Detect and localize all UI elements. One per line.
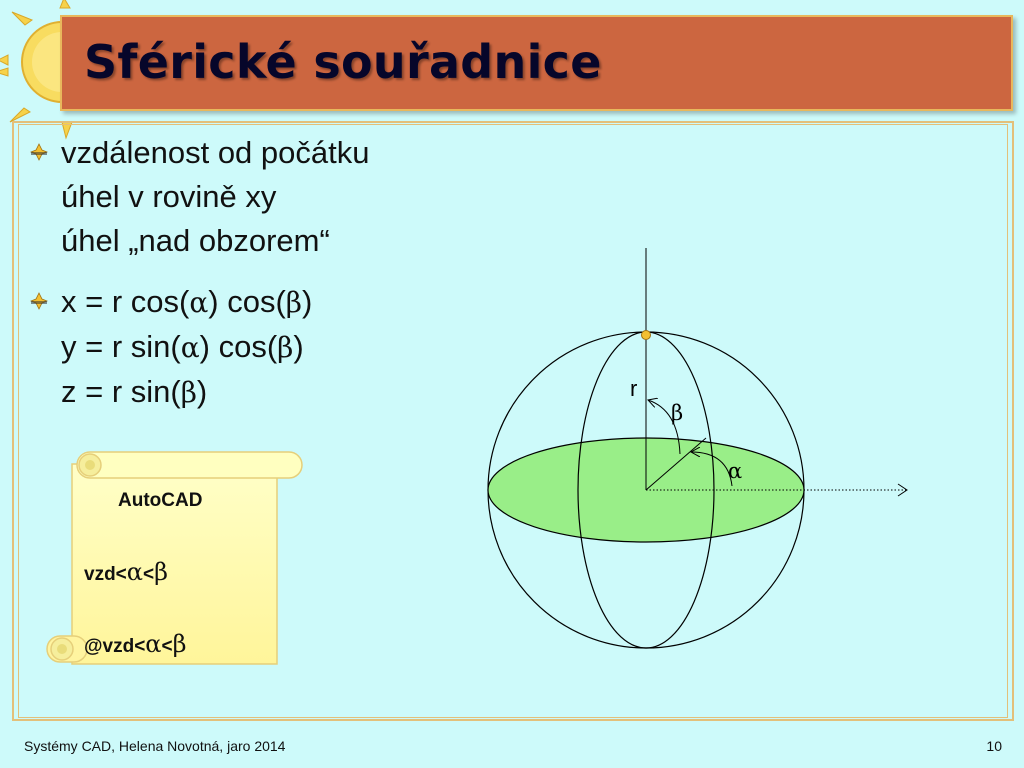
- formula-text: ): [293, 329, 304, 364]
- alpha-symbol: α: [180, 331, 200, 364]
- callout-text: vzd<: [84, 564, 127, 585]
- formula-text: ) cos(: [199, 329, 278, 364]
- callout-text: <: [161, 636, 173, 657]
- beta-symbol: β: [154, 558, 168, 586]
- callout-heading: AutoCAD: [118, 490, 203, 511]
- beta-symbol: β: [277, 331, 294, 364]
- callout-line-absolute: [84, 630, 187, 658]
- bullet-line: úhel v rovině xy: [61, 179, 277, 214]
- beta-symbol: β: [172, 630, 187, 658]
- bullet-line: úhel „nad obzorem“: [61, 223, 330, 258]
- formula-x: [61, 280, 312, 325]
- sphere-diagram: [470, 240, 920, 670]
- formula-text: ): [301, 284, 313, 319]
- alpha-symbol: α: [189, 286, 209, 319]
- beta-symbol: β: [285, 286, 302, 319]
- formula-text: y = r sin(: [61, 329, 181, 364]
- formula-text: ) cos(: [208, 284, 286, 319]
- formula-y: [61, 325, 312, 370]
- diamond-bullet-icon: [30, 143, 48, 161]
- formula-text: ): [196, 374, 208, 409]
- alpha-symbol: α: [126, 558, 143, 586]
- beta-symbol: β: [180, 376, 197, 409]
- page-number: 10: [986, 738, 1002, 754]
- footer-text: Systémy CAD, Helena Novotná, jaro 2014: [24, 738, 286, 754]
- diamond-bullet-icon: [30, 292, 48, 310]
- callout-text: @vzd<: [84, 636, 146, 657]
- label-alpha: α: [728, 459, 743, 483]
- alpha-symbol: α: [145, 630, 162, 658]
- formula-z: [61, 370, 312, 415]
- callout-line-relative: [84, 558, 168, 586]
- label-beta: β: [671, 401, 684, 425]
- formula-text: x = r cos(: [61, 284, 190, 319]
- formula-text: z = r sin(: [61, 374, 181, 409]
- bullet-line: vzdálenost od počátku: [61, 135, 370, 170]
- title-bar: [60, 15, 1013, 111]
- callout-text: <: [143, 564, 155, 585]
- label-r: r: [630, 376, 638, 401]
- autocad-scroll-callout: [42, 450, 307, 677]
- slide-title: Sférické souřadnice: [84, 35, 602, 89]
- point-marker: [642, 331, 651, 340]
